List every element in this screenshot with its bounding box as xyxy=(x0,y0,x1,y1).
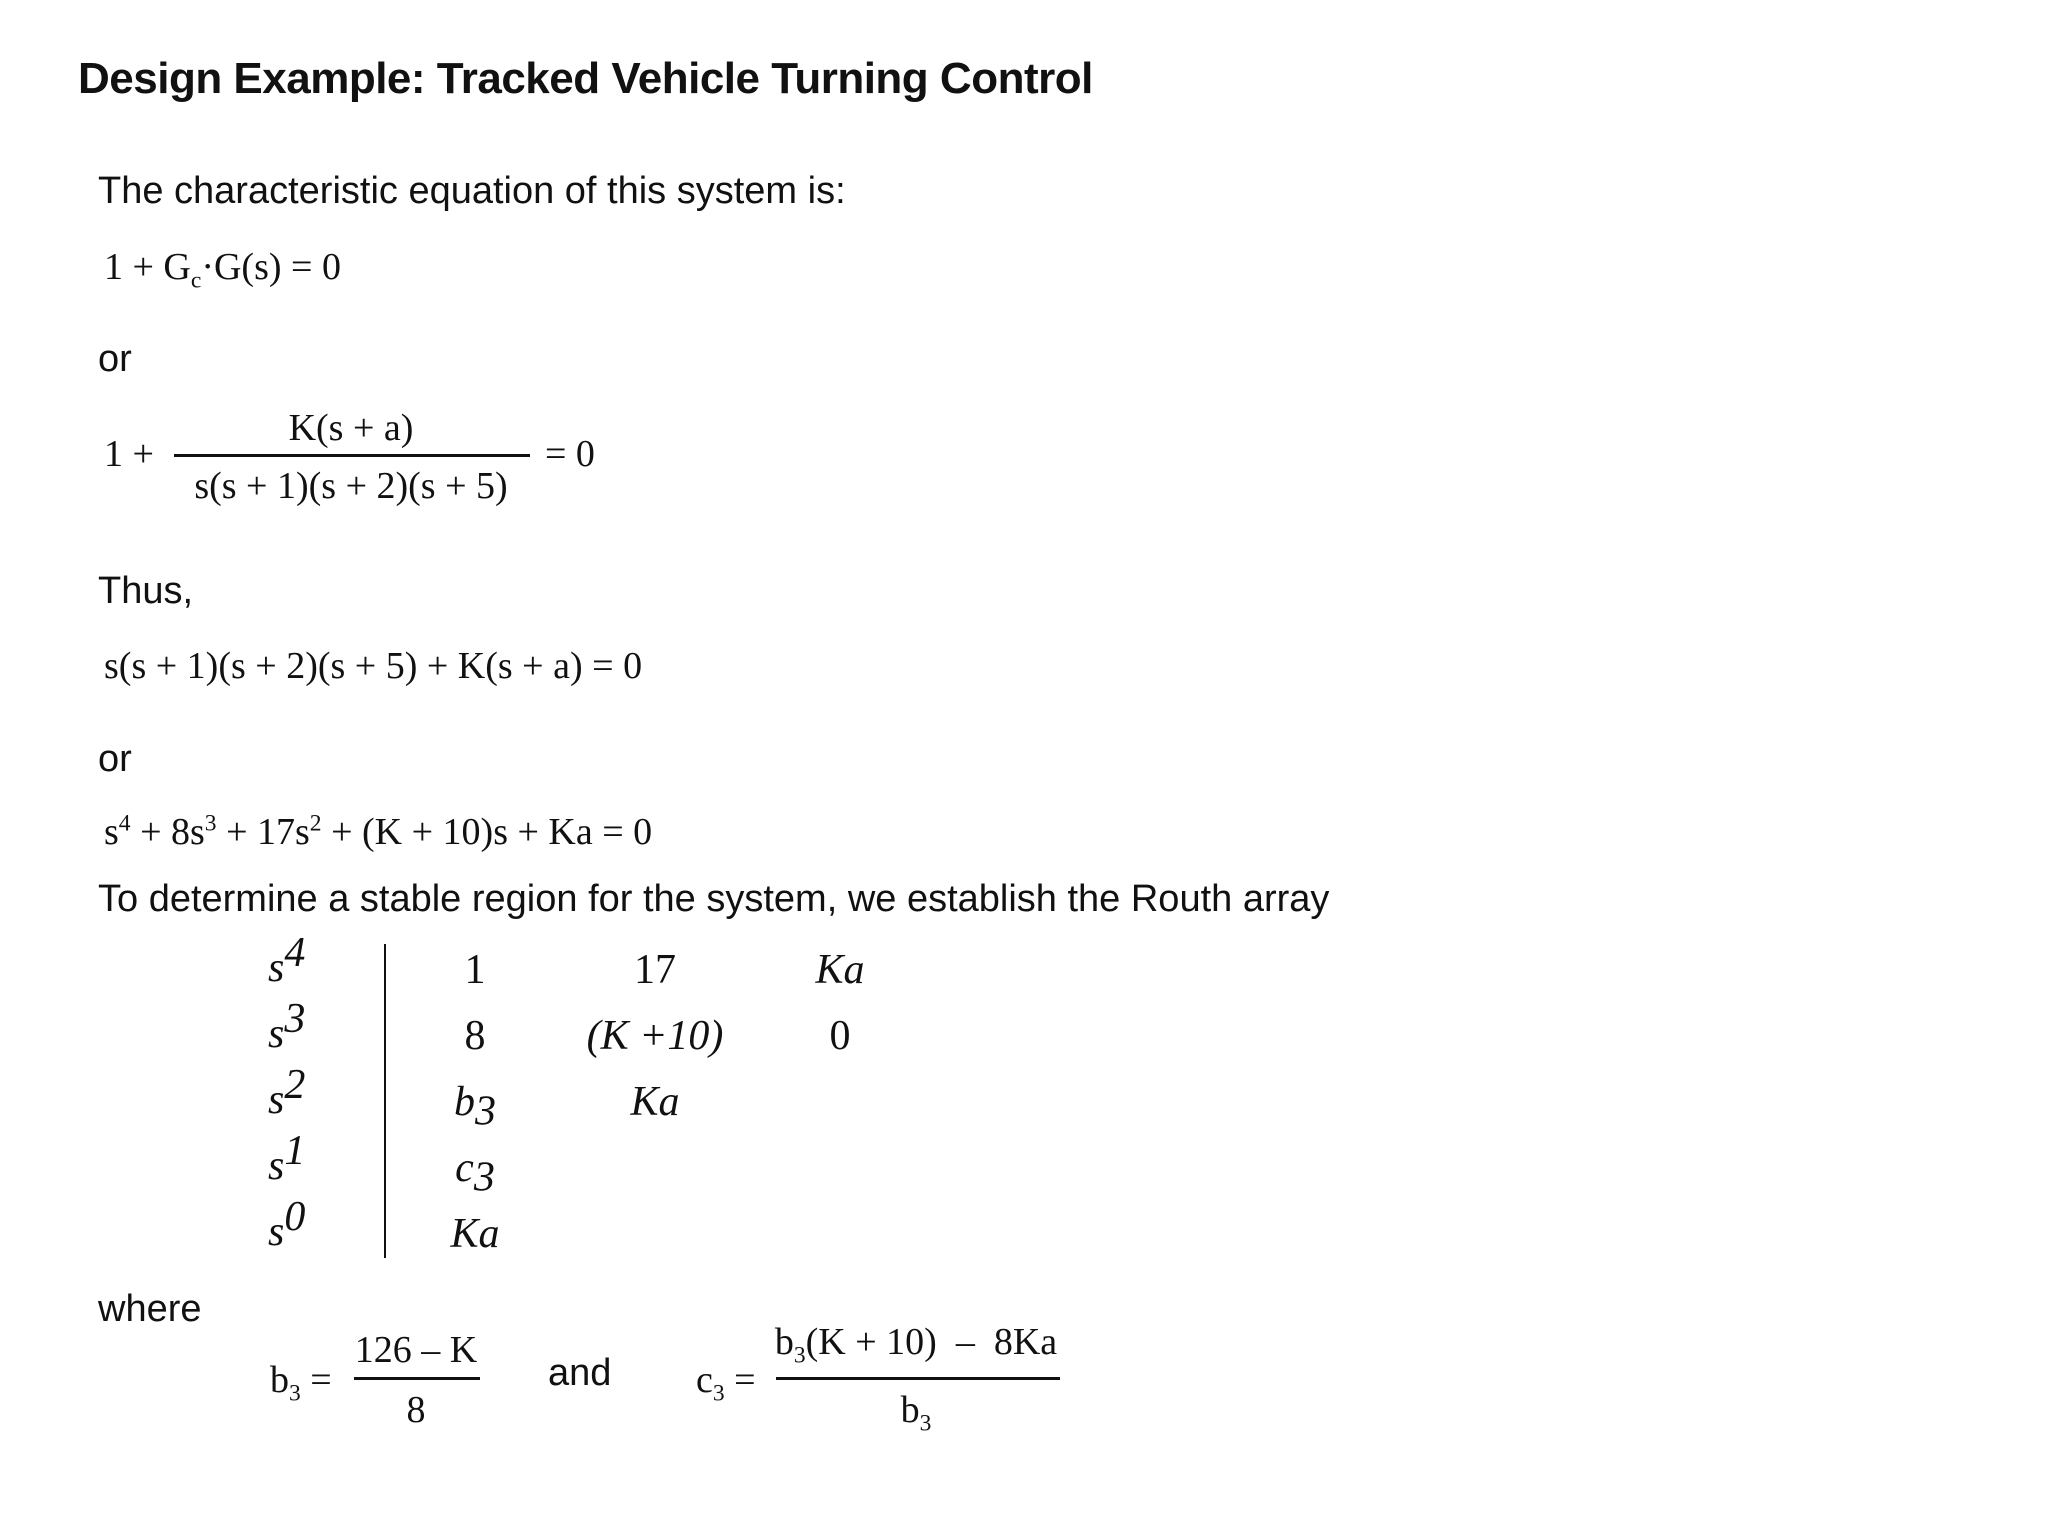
routh-separator xyxy=(384,944,386,1258)
eq2-numerator: K(s + a) xyxy=(288,407,414,449)
routh-cell: Ka xyxy=(450,1211,500,1257)
routh-base: s xyxy=(268,945,285,991)
where-text: where xyxy=(98,1288,202,1330)
routh-row-label-s1 xyxy=(268,1128,306,1190)
routh-cell: Ka xyxy=(630,1079,680,1125)
c3-lhs xyxy=(696,1358,756,1407)
c3-fraction-bar xyxy=(776,1377,1060,1380)
eq1-rest: ·G(s) = 0 xyxy=(201,246,341,288)
b3-eq: = xyxy=(300,1359,332,1401)
eq2-tail: = 0 xyxy=(545,433,595,475)
routh-cell-sub: 3 xyxy=(475,1088,496,1135)
c3-num-rest: (K + 10) – 8Ka xyxy=(805,1321,1058,1363)
eq2-fraction-bar xyxy=(174,454,530,457)
routh-base: s xyxy=(268,1209,285,1255)
b3-numerator: 126 – K xyxy=(354,1329,478,1371)
c3-eq: = xyxy=(724,1359,756,1401)
eq2-denominator: s(s + 1)(s + 2)(s + 5) xyxy=(194,465,508,507)
b3-denominator: 8 xyxy=(406,1389,426,1431)
and-text: and xyxy=(548,1352,612,1394)
or-text-2: or xyxy=(98,738,132,780)
c3-num-base: b xyxy=(774,1321,794,1363)
routh-cell-sub: 3 xyxy=(473,1154,495,1201)
equation-expanded: s(s + 1)(s + 2)(s + 5) + K(s + a) = 0 xyxy=(104,645,643,687)
routh-intro-text: To determine a stable region for the system, we establish the Routh array xyxy=(98,878,1330,920)
routh-pow: 0 xyxy=(284,1194,306,1240)
routh-row-label-s3 xyxy=(268,996,306,1058)
or-text-1: or xyxy=(98,338,132,380)
thus-text: Thus, xyxy=(98,570,194,612)
equation-char-1 xyxy=(104,245,341,294)
c3-numerator xyxy=(770,1320,1062,1369)
eq4-p3: 3 xyxy=(204,810,217,837)
c3-den-base: b xyxy=(900,1389,920,1431)
routh-row-label-s2 xyxy=(268,1062,306,1124)
b3-lhs xyxy=(270,1358,332,1407)
c3-den-sub: 3 xyxy=(919,1410,932,1437)
routh-cell: Ka xyxy=(815,947,865,993)
routh-cell: 17 xyxy=(634,947,676,993)
routh-cell: (K +10) xyxy=(586,1013,724,1059)
routh-cell-c3 xyxy=(420,1144,530,1201)
routh-row-label-s0 xyxy=(268,1194,306,1256)
routh-cell-base: c xyxy=(455,1145,474,1191)
routh-cell-b3 xyxy=(420,1078,530,1135)
eq4-t3: + (K + 10)s + Ka = 0 xyxy=(321,811,653,853)
eq1-one: 1 + G xyxy=(104,246,191,288)
routh-pow: 3 xyxy=(284,996,306,1042)
equation-polynomial xyxy=(104,810,652,854)
c3-lhs-base: c xyxy=(696,1359,713,1401)
routh-pow: 2 xyxy=(284,1062,306,1108)
routh-cell: 1 xyxy=(464,947,486,993)
routh-base: s xyxy=(268,1077,285,1123)
page-title: Design Example: Tracked Vehicle Turning Control xyxy=(78,54,1093,103)
routh-row-label-s4 xyxy=(268,930,306,992)
intro-text: The characteristic equation of this system is: xyxy=(98,170,846,212)
routh-base: s xyxy=(268,1011,285,1057)
routh-pow: 1 xyxy=(284,1128,306,1174)
routh-base: s xyxy=(268,1143,285,1189)
b3-fraction-bar xyxy=(354,1377,480,1380)
eq4-t1: + 8s xyxy=(130,811,205,853)
eq2-lead: 1 + xyxy=(104,433,154,475)
eq4-s: s xyxy=(104,811,119,853)
routh-pow: 4 xyxy=(284,930,306,976)
c3-denominator xyxy=(770,1388,1062,1437)
b3-lhs-base: b xyxy=(270,1359,289,1401)
c3-num-sub: 3 xyxy=(793,1342,806,1369)
c3-lhs-sub: 3 xyxy=(712,1380,725,1407)
routh-cell: 8 xyxy=(464,1013,486,1059)
eq4-p4: 4 xyxy=(118,810,131,837)
routh-cell: 0 xyxy=(829,1013,851,1059)
eq4-t2: + 17s xyxy=(216,811,310,853)
routh-cell-base: b xyxy=(454,1079,475,1125)
b3-lhs-sub: 3 xyxy=(289,1380,301,1407)
eq4-p2: 2 xyxy=(309,810,322,837)
eq1-sub: c xyxy=(190,267,202,294)
